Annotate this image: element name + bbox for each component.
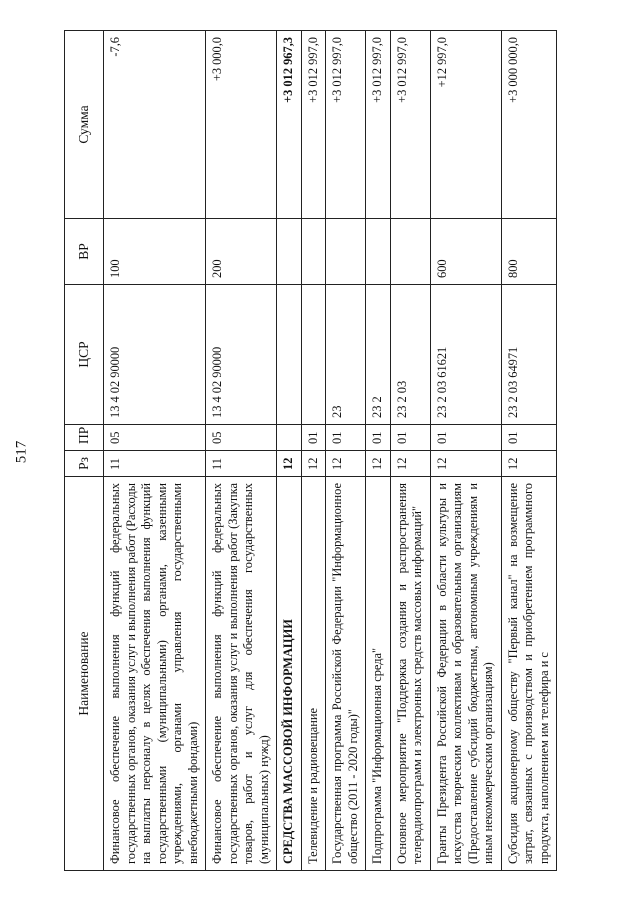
row-sum: -7,6 (104, 31, 206, 219)
table-row (206, 31, 277, 871)
table-row (104, 31, 206, 871)
row-rz: 12 (430, 451, 501, 477)
row-pr: 01 (326, 425, 366, 451)
row-csr (277, 285, 302, 425)
table-row (430, 31, 501, 871)
row-rz: 12 (301, 451, 326, 477)
row-name: СРЕДСТВА МАССОВОЙ ИНФОРМАЦИИ (277, 477, 302, 871)
row-pr: 01 (430, 425, 501, 451)
row-name: Телевидение и радиовещание (301, 477, 326, 871)
row-name: Государственная программа Российской Федерации "Информационное общество (2011 - 2020 годы)" (326, 477, 366, 871)
row-csr: 13 4 02 90000 (206, 285, 277, 425)
row-csr: 23 (326, 285, 366, 425)
row-csr: 13 4 02 90000 (104, 285, 206, 425)
row-sum: +3 012 997,0 (301, 31, 326, 219)
row-csr: 23 2 03 (390, 285, 430, 425)
row-vr (366, 219, 391, 285)
table-row (390, 31, 430, 871)
row-rz: 11 (206, 451, 277, 477)
row-rz: 12 (326, 451, 366, 477)
row-name: Гранты Президента Российской Федерации в области культуры и искусства творческим коллективам и образовательным организациям (Предоставление субсидий бюджетным, автономным учреждениям и иным некоммерческим организациям) (430, 477, 501, 871)
row-sum: +3 012 967,3 (277, 31, 302, 219)
row-csr: 23 2 03 61621 (430, 285, 501, 425)
row-sum: +3 000,0 (206, 31, 277, 219)
budget-table (64, 30, 557, 871)
row-sum: +12 997,0 (430, 31, 501, 219)
header-pr: ПР (65, 425, 104, 451)
header-vr: ВР (65, 219, 104, 285)
row-rz: 12 (390, 451, 430, 477)
page-number: 517 (13, 440, 30, 464)
row-rz: 11 (104, 451, 206, 477)
table-header-row (65, 31, 104, 871)
row-vr: 800 (501, 219, 557, 285)
table-row (366, 31, 391, 871)
table-row (301, 31, 326, 871)
row-name: Основное мероприятие "Поддержка создания и распространения телерадиопрограмм и электронных средств массовых информаций" (390, 477, 430, 871)
header-rz: Рз (65, 451, 104, 477)
row-csr: 23 2 03 64971 (501, 285, 557, 425)
header-sum: Сумма (65, 31, 104, 219)
row-pr: 01 (390, 425, 430, 451)
row-pr: 01 (366, 425, 391, 451)
row-csr (301, 285, 326, 425)
table-row (501, 31, 557, 871)
row-sum: +3 012 997,0 (366, 31, 391, 219)
row-csr: 23 2 (366, 285, 391, 425)
row-pr: 05 (104, 425, 206, 451)
row-vr: 600 (430, 219, 501, 285)
row-name: Финансовое обеспечение выполнения функций федеральных государственных органов, оказания услуг и выполнения работ (Расходы на выплаты персоналу в целях обеспечения выполнения функций государственными (муниципальными) органами, казенными учреждениями, органами управления государственными внебюджетными фондами) (104, 477, 206, 871)
row-vr (390, 219, 430, 285)
row-pr: 01 (501, 425, 557, 451)
row-sum: +3 012 997,0 (326, 31, 366, 219)
row-pr: 01 (301, 425, 326, 451)
row-vr: 200 (206, 219, 277, 285)
row-rz: 12 (277, 451, 302, 477)
row-rz: 12 (366, 451, 391, 477)
row-vr (301, 219, 326, 285)
table-row (326, 31, 366, 871)
row-name: Подпрограмма "Информационная среда" (366, 477, 391, 871)
row-sum: +3 012 997,0 (390, 31, 430, 219)
row-pr: 05 (206, 425, 277, 451)
row-name: Субсидия акционерному обществу "Первый канал" на возмещение затрат, связанных с производством и приобретением программного продукта, наполнением им телефира и с (501, 477, 557, 871)
row-vr (277, 219, 302, 285)
header-name: Наименование (65, 477, 104, 871)
row-name: Финансовое обеспечение выполнения функций федеральных государственных органов, оказания услуг и выполнения работ (Закупка товаров, работ и услуг для обеспечения государственных (муниципальных) нужд) (206, 477, 277, 871)
row-sum: +3 000 000,0 (501, 31, 557, 219)
row-rz: 12 (501, 451, 557, 477)
row-pr (277, 425, 302, 451)
table-row (277, 31, 302, 871)
row-vr: 100 (104, 219, 206, 285)
header-csr: ЦСР (65, 285, 104, 425)
row-vr (326, 219, 366, 285)
